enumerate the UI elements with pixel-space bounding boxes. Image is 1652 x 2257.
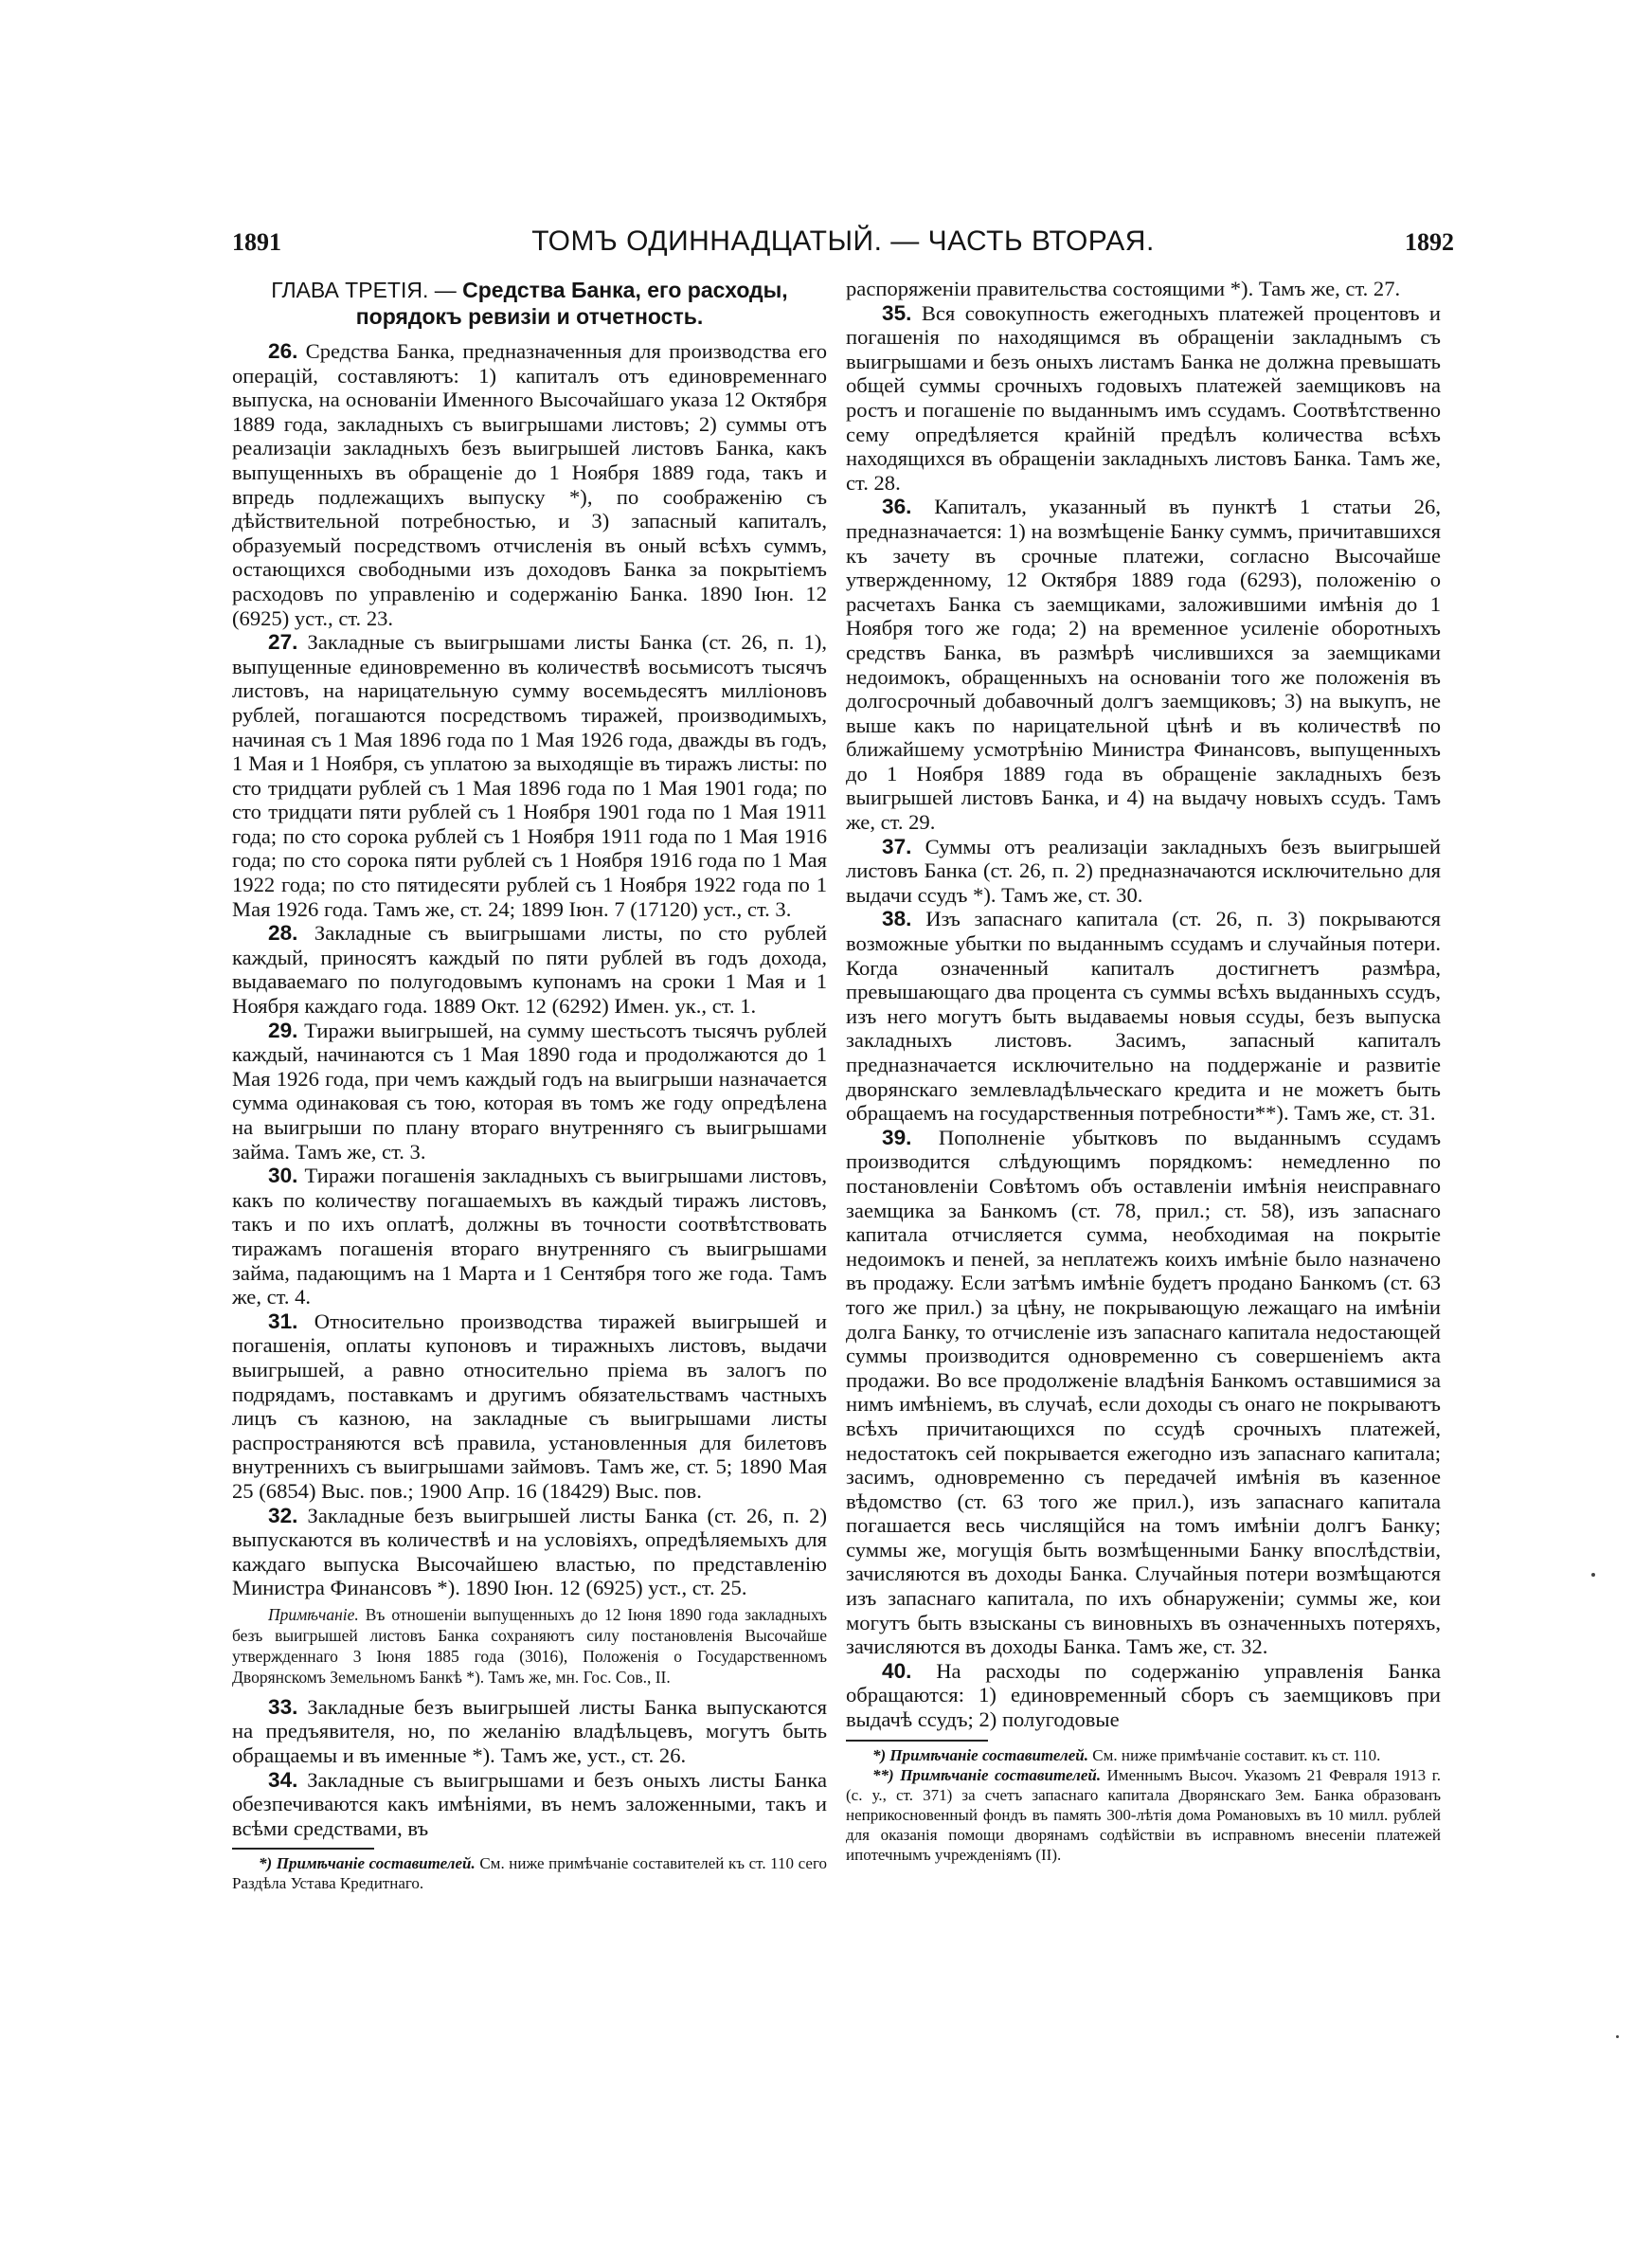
article-text: Закладные съ выигрышами листы, по сто рублей каждый, приносятъ каждый по пяти рублей въ годъ дохода, выдаваемаго по полугодовымъ купонамъ на сроки 1 Мая и 1 Ноября каждаго года. 1889 Окт. 12 (6292) Имен. ук., ст. 1. [232, 921, 827, 1019]
article-text: На расходы по содержанію управленія Банка обращаются: 1) единовременный сборъ съ заемщиковъ при выдачѣ ссудъ; 2) полугодовые [846, 1658, 1441, 1732]
footnote-rule [232, 1848, 374, 1850]
footnote-label: *) Примѣчаніе составителей. [872, 1745, 1088, 1764]
article-number: 39. [882, 1125, 912, 1149]
right-column [846, 277, 1441, 1865]
volume-title: ТОМЪ ОДИННАДЦАТЫЙ. — ЧАСТЬ ВТОРАЯ. [531, 226, 1155, 257]
chapter-prefix: ГЛАВА ТРЕТІЯ. — [271, 278, 457, 302]
left-column [232, 277, 827, 1893]
scan-speck [1616, 2035, 1619, 2038]
article-text: Пополненіе убытковъ по выданнымъ ссудамъ производится слѣдующимъ порядкомъ: немедленно по постановленіи Совѣтомъ объ оставленіи имѣнія неисправнаго заемщика за Банкомъ (ст. 78, прил.; ст. 58), изъ запаснаго капитала отчисляется сумма, необходимая на покрытіе недоимокъ и пеней, за неплатежъ коихъ имѣніе было назначено въ продажу. Если затѣмъ имѣніе будетъ продано Банкомъ (ст. 63 того же прил.) за цѣну, не покрывающую лежащаго на имѣніи долга Банку, то отчисленіе изъ запаснаго капитала недостающей суммы производится одновременно съ совершеніемъ акта продажи. Во все продолженіе владѣнія Банкомъ оставшимися за нимъ имѣніемъ, въ случаѣ, если доходы съ онаго не покрываютъ всѣхъ причитающихся по ссудѣ срочныхъ платежей, недостатокъ сей покрывается ежегодно изъ запаснаго капитала; засимъ, одновременно съ передачей имѣнія въ казенное вѣдомство (ст. 63 того же прил.), изъ запаснаго капитала погашается весь числящійся на томъ имѣніи долгъ Банку; суммы же, могущія быть возмѣщенными Банку впослѣдствіи, зачисляются въ доходы Банка. Случайныя потери возмѣщаются изъ запаснаго капитала, по ихъ обнаруженіи; суммы же, кои могутъ быть взысканы съ виновныхъ въ означенныхъ потеряхъ, зачисляются въ доходы Банка. Тамъ же, ст. 32. [846, 1125, 1441, 1659]
article-number: 38. [882, 907, 912, 931]
article-number: 31. [268, 1309, 298, 1333]
article-38 [846, 907, 1441, 1125]
article-27 [232, 630, 827, 921]
article-40 [846, 1659, 1441, 1732]
right-page-number: 1892 [1405, 228, 1454, 256]
footnote-label: **) Примѣчаніе составителей. [872, 1765, 1102, 1784]
article-number: 28. [268, 921, 298, 946]
article-39 [846, 1126, 1441, 1659]
article-text: Относительно производства тиражей выигрышей и погашенія, оплаты купоновъ и тиражныхъ листовъ, выдачи выигрышей, а равно относительно пріема въ залогъ по подрядамъ, поставкамъ и другимъ обязательствамъ частныхъ лицъ съ казною, на закладные съ выигрышами листы распространяются всѣ правила, установленныя для билетовъ внутреннихъ съ выигрышами займовъ. Тамъ же, ст. 5; 1890 Мая 25 (6854) Выс. пов.; 1900 Апр. 16 (18429) Выс. пов. [232, 1309, 827, 1503]
article-31 [232, 1309, 827, 1504]
article-34 [232, 1768, 827, 1841]
article-35 [846, 301, 1441, 496]
left-page-number: 1891 [232, 228, 281, 256]
article-number: 35. [882, 300, 912, 325]
article-32 [232, 1504, 827, 1600]
article-text: Тиражи выигрышей, на сумму шестьсотъ тысячъ рублей каждый, начинаются съ 1 Мая 1890 года и продолжаются до 1 Мая 1926 года, при чемъ каждый годъ на выигрыши назначается сумма одинаковая съ тою, которая въ томъ же году опредѣлена на выигрыши по плану втораго внутренняго съ выигрышами займа. Тамъ же, ст. 3. [232, 1018, 827, 1164]
article-33 [232, 1695, 827, 1768]
running-header [232, 226, 1454, 263]
footnote [846, 1765, 1441, 1865]
chapter-title: Средства Банка, его расходы, порядокъ ревизіи и отчетность. [355, 278, 788, 329]
article-text: Средства Банка, предназначенныя для производства его операцій, составляютъ: 1) капиталъ отъ единовременнаго выпуска, на основаніи Именного Высочайшаго указа 12 Октября 1889 года, закладныхъ съ выигрышами листовъ; 2) суммы отъ реализаціи закладныхъ безъ выигрышей листовъ Банка, какъ выпущенныхъ въ обращеніе до 1 Ноября 1889 года, такъ и впредь подлежащихъ выпуску *), по соображенію съ дѣйствительной потребностью, и 3) запасный капиталъ, образуемый посредствомъ отчисленія въ оный всѣхъ суммъ, остающихся свободными изъ доходовъ Банка за покрытіемъ расходовъ по управленію и содержанію Банка. 1890 Іюн. 12 (6925) уст., ст. 23. [232, 339, 827, 630]
article-37 [846, 835, 1441, 908]
article-number: 37. [882, 834, 912, 858]
note-text: Въ отношеніи выпущенныхъ до 12 Іюня 1890 года закладныхъ безъ выигрышей листовъ Банка сохраняютъ силу постановленія Высочайше утвержденнаго 3 Іюня 1885 года (3016), Положенія о Государственномъ Дворянскомъ Земельномъ Банкѣ *). Тамъ же, мн. Гос. Сов., II. [232, 1604, 827, 1687]
article-number: 34. [268, 1767, 298, 1792]
article-number: 32. [268, 1503, 298, 1527]
footnote-text: Именнымъ Высоч. Указомъ 21 Февраля 1913 г. (с. у., ст. 371) за счетъ запаснаго капитала Дворянскаго Зем. Банка образованъ неприкосновенный фондъ въ память 300-лѣтія дома Романовыхъ въ 10 милл. рублей для оказанія помощи дворянамъ содѣйствіи въ исправномъ внесеніи платежей ипотечнымъ учрежденіямъ (II). [846, 1765, 1442, 1864]
continued-text: распоряженіи правительства состоящими *). Тамъ же, ст. 27. [846, 277, 1401, 300]
footnote [846, 1745, 1441, 1765]
footnote-rule [846, 1740, 988, 1742]
footnote-text: См. ниже примѣчаніе составителей къ ст. 110 сего Раздѣла Устава Кредитнаго. [232, 1854, 828, 1893]
article-36 [846, 495, 1441, 834]
article-text: Изъ запаснаго капитала (ст. 26, п. 3) покрываются возможные убытки по выданнымъ ссудамъ и случайныя потери. Когда означенный капиталъ достигнетъ размѣра, превышающаго два процента съ суммы всѣхъ выданныхъ ссудъ, изъ него могутъ быть выдаваемы новыя ссуды, безъ выпуска закладныхъ листовъ. Засимъ, запасный капиталъ предназначается исключительно на поддержаніе и развитіе дворянскаго землевладѣльческаго кредита и не можетъ быть обращаемъ на государственныя потребности**). Тамъ же, ст. 31. [846, 907, 1441, 1126]
article-text: Закладные безъ выигрышей листы Банка (ст. 26, п. 2) выпускаются въ количествѣ и на условіяхъ, опредѣляемыхъ для каждаго выпуска Высочайшею властью, по представленію Министра Финансовъ *). 1890 Іюн. 12 (6925) уст., ст. 25. [232, 1503, 827, 1600]
footnote-text: См. ниже примѣчаніе составит. къ ст. 110. [1092, 1745, 1381, 1764]
article-text: Капиталъ, указанный въ пунктѣ 1 статьи 26, предназначается: 1) на возмѣщеніе Банку суммъ, причитавшихся къ зачету въ срочные платежи, согласно Высочайше утвержденному, 12 Октября 1889 года (6293), положенію о расчетахъ Банка съ заемщиками, заложившими имѣнія до 1 Ноября того же года; 2) на временное усиленіе оборотныхъ средствъ Банка, въ размѣрѣ числившихся за заемщиками недоимокъ, обращенныхъ на основаніи того же положенія въ долгосрочный добавочный долгъ заемщиковъ; 3) на выкупъ, не выше какъ по нарицательной цѣнѣ и въ количествѣ по ближайшему усмотрѣнію Министра Финансовъ, выпущенныхъ до 1 Ноября 1889 года въ обращеніе закладныхъ безъ выигрышей листовъ Банка, и 4) на выдачу новыхъ ссудъ. Тамъ же, ст. 29. [846, 495, 1441, 835]
article-text: Тиражи погашенія закладныхъ съ выигрышами листовъ, какъ по количеству погашаемыхъ въ каждый тиражъ листовъ, такъ и по ихъ оплатѣ, должны въ точности соотвѣтствовать тиражамъ погашенія втораго внутренняго съ выигрышами займа, падающимъ на 1 Марта и 1 Сентября того же года. Тамъ же, ст. 4. [232, 1164, 828, 1309]
article-number: 33. [268, 1694, 298, 1719]
article-32-note [232, 1604, 827, 1688]
article-number: 27. [268, 630, 298, 655]
article-28 [232, 921, 827, 1018]
footnote [232, 1853, 827, 1893]
article-number: 40. [882, 1658, 912, 1683]
article-26 [232, 339, 827, 630]
article-number: 30. [268, 1164, 298, 1188]
article-text: Закладные съ выигрышами листы Банка (ст. 26, п. 1), выпущенные единовременно въ количествѣ восьмисотъ тысячъ листовъ, на нарицательную сумму восемьдесятъ милліоновъ рублей, погашаются посредствомъ тиражей, производимыхъ, начиная съ 1 Мая 1896 года по 1 Мая 1926 года, дважды въ годъ, 1 Мая и 1 Ноября, съ уплатою за выходящіе въ тиражъ листы: по сто тридцати рублей съ 1 Мая 1896 года по 1 Мая 1901 года; по сто тридцати пяти рублей съ 1 Ноября 1901 года по 1 Мая 1911 года; по сто сорока рублей съ 1 Ноября 1911 года по 1 Мая 1916 года; по сто сорока пяти рублей съ 1 Ноября 1916 года по 1 Мая 1922 года; по сто пятидесяти рублей съ 1 Ноября 1922 года по 1 Мая 1926 года. Тамъ же, ст. 24; 1899 Іюн. 7 (17120) уст., ст. 3. [232, 630, 827, 921]
article-number: 36. [882, 495, 912, 519]
article-text: Суммы отъ реализаціи закладныхъ безъ выигрышей листовъ Банка (ст. 26, п. 2) предназначаются исключительно для выдачи ссудъ *). Тамъ же, ст. 30. [846, 834, 1441, 907]
article-number: 29. [268, 1018, 298, 1042]
footnotes [846, 1745, 1441, 1865]
footnote-label: *) Примѣчаніе составителей. [259, 1854, 476, 1873]
article-number: 26. [268, 339, 298, 363]
footnotes [232, 1853, 827, 1893]
article-29 [232, 1019, 827, 1165]
note-label: Примѣчаніе. [268, 1604, 359, 1624]
article-text: Закладные съ выигрышами и безъ оныхъ листы Банка обезпечиваются какъ имѣніями, въ немъ заложенными, такъ и всѣми средствами, въ [232, 1767, 827, 1840]
article-text: Вся совокупность ежегодныхъ платежей процентовъ и погашенія по находящимся въ обращеніи закладнымъ съ выигрышами и безъ оныхъ листамъ Банка не должна превышать общей суммы срочныхъ годовыхъ платежей заемщиковъ на ростъ и погашеніе по выданнымъ имъ ссудамъ. Соотвѣтственно сему опредѣляется крайній предѣлъ количества всѣхъ находящихся въ обращеніи закладныхъ листовъ Банка. Тамъ же, ст. 28. [846, 300, 1441, 495]
chapter-heading [232, 277, 827, 330]
scan-speck [1591, 1573, 1595, 1577]
article-30 [232, 1164, 827, 1309]
article-text: Закладные безъ выигрышей листы Банка выпускаются на предъявителя, но, по желанію владѣльцевъ, могутъ быть обращаемы и въ именные *). Тамъ же, уст., ст. 26. [232, 1694, 827, 1768]
